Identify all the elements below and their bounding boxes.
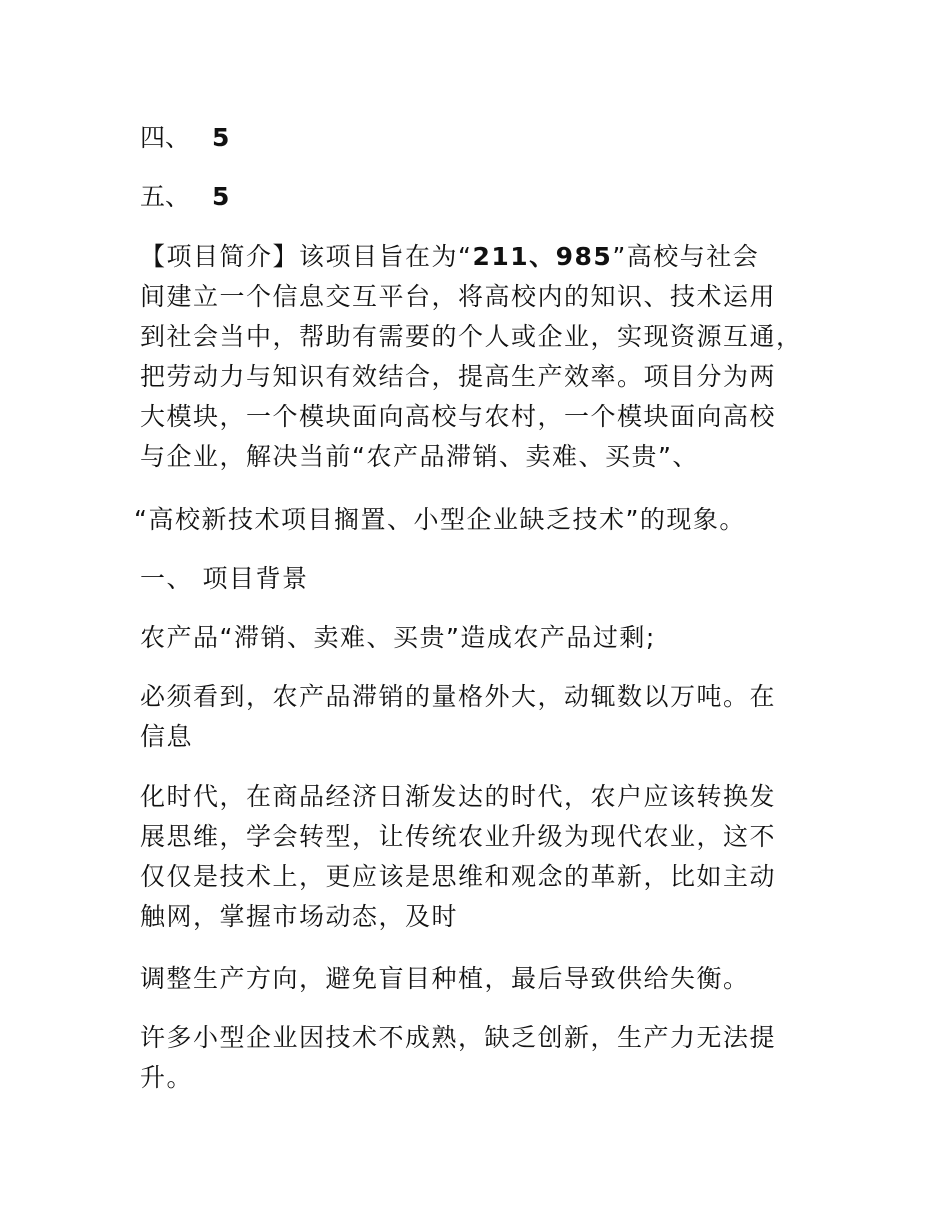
body-paragraph-1	[140, 618, 820, 658]
toc-page-number: 5	[212, 182, 230, 211]
intro-first-line	[140, 237, 820, 277]
body-paragraph-2	[140, 677, 820, 757]
paragraph-line: 到社会当中，帮助有需要的个人或企业，实现资源互通，	[140, 322, 803, 351]
paragraph-line: 农产品“滞销、卖难、买贵”造成农产品过剩;	[140, 623, 656, 652]
paragraph-line: 调整生产方向，避免盲目种植，最后导致供给失衡。	[140, 964, 750, 993]
intro-continuation	[134, 500, 814, 540]
paragraph-line: 与企业，解决当前“农产品滞销、卖难、买贵”、	[140, 442, 699, 471]
paragraph-line: 触网，掌握市场动态，及时	[140, 902, 459, 931]
project-intro-paragraph	[140, 237, 820, 477]
paragraph-line: 许多小型企业因技术不成熟，缺乏创新，生产力无法提	[140, 1023, 777, 1052]
toc-entry-5[interactable]	[140, 177, 820, 217]
paragraph-line: 把劳动力与知识有效结合，提高生产效率。项目分为两	[140, 362, 777, 391]
paragraph-line: 升。	[140, 1063, 194, 1092]
toc-marker: 四、	[140, 123, 191, 152]
section-heading-background	[140, 559, 820, 599]
toc-page-number: 5	[212, 123, 230, 152]
paragraph-line: 化时代，在商品经济日渐发达的时代，农户应该转换发	[140, 782, 777, 811]
paragraph-line: “高校新技术项目搁置、小型企业缺乏技术”的现象。	[134, 505, 746, 534]
body-paragraph-4	[140, 959, 820, 999]
body-paragraph-3	[140, 777, 820, 937]
paragraph-line: 信息	[140, 722, 194, 751]
paragraph-line: 大模块，一个模块面向高校与农村，一个模块面向高校	[140, 402, 777, 431]
intro-prefix: 【项目简介】该项目旨在为“	[140, 242, 473, 271]
body-paragraph-5	[140, 1018, 820, 1098]
toc-marker: 五、	[140, 182, 191, 211]
toc-entry-4[interactable]	[140, 118, 820, 158]
intro-highlight: 211、985	[472, 242, 613, 271]
paragraph-line: 必须看到，农产品滞销的量格外大，动辄数以万吨。在	[140, 682, 777, 711]
paragraph-line: 展思维，学会转型，让传统农业升级为现代农业，这不	[140, 822, 777, 851]
paragraph-line: 仅仅是技术上，更应该是思维和观念的革新，比如主动	[140, 862, 777, 891]
paragraph-line: 间建立一个信息交互平台，将高校内的知识、技术运用	[140, 282, 777, 311]
section-heading-text: 一、 项目背景	[140, 564, 309, 593]
intro-suffix: ”高校与社会	[612, 242, 760, 271]
